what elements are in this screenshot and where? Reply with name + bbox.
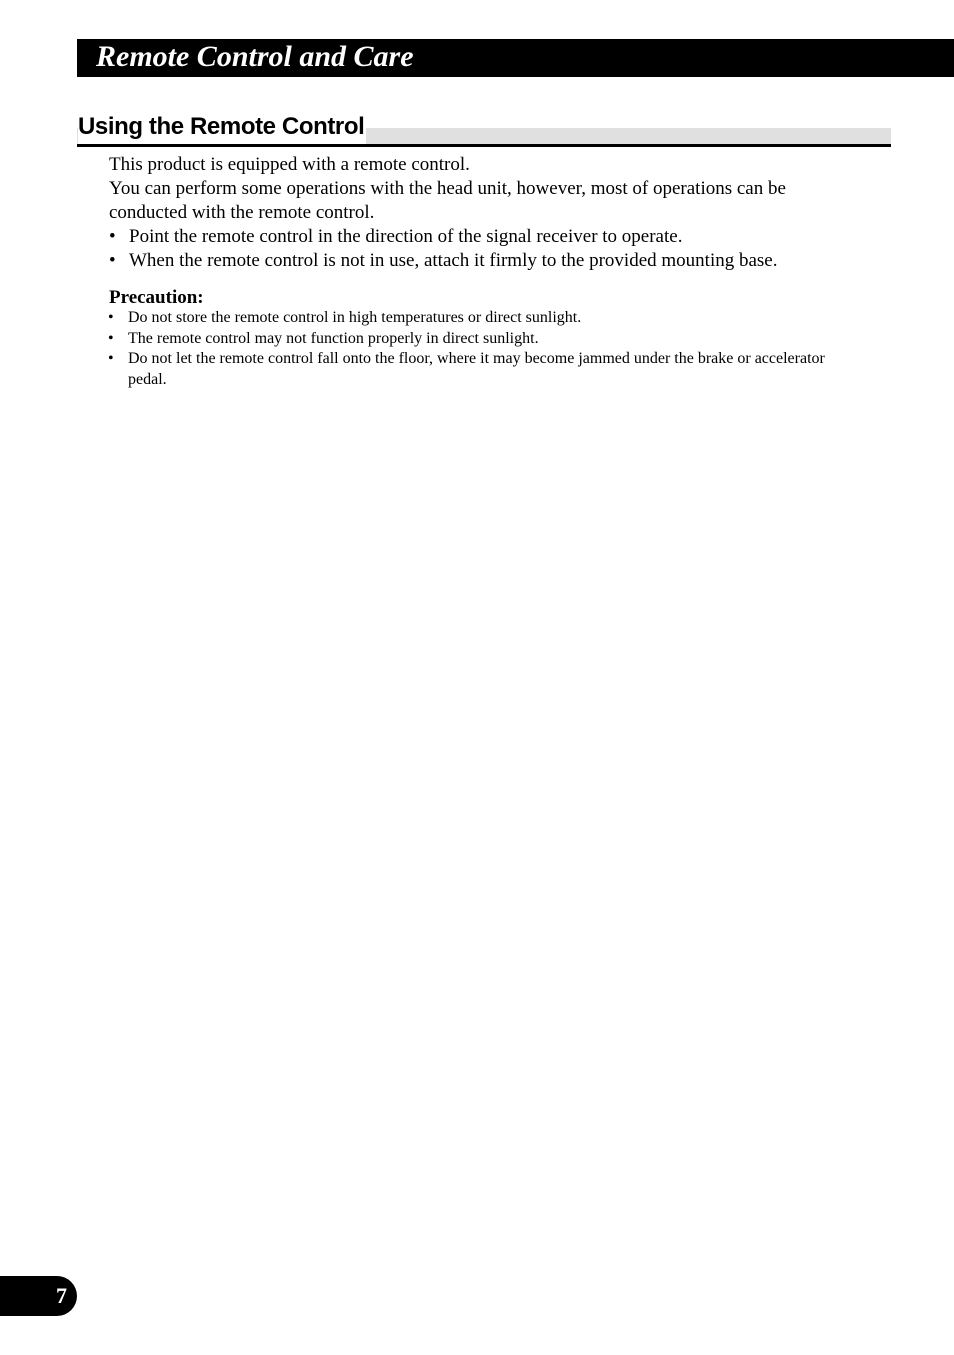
usage-bullet-list <box>109 225 859 273</box>
list-item <box>109 225 859 249</box>
bullet-icon: • <box>108 309 114 326</box>
precaution-block <box>109 287 859 390</box>
intro-line-2: You can perform some operations with the head unit, however, most of operations can be conducted with the remote control. <box>109 178 786 223</box>
chapter-title-bar <box>77 39 954 77</box>
page-number-tab <box>0 1276 77 1316</box>
list-item <box>108 349 859 390</box>
section-title: Using the Remote Control <box>78 110 366 144</box>
intro-block <box>109 153 859 273</box>
precaution-text: Do not let the remote control fall onto the floor, where it may become jammed under the brake or accelerator pedal. <box>128 350 825 388</box>
precaution-heading: Precaution: <box>109 287 204 308</box>
page-number: 7 <box>56 1283 67 1308</box>
section-heading <box>77 110 891 147</box>
bullet-icon: • <box>108 350 114 367</box>
section-heading-rule <box>77 144 891 147</box>
precaution-text: The remote control may not function properly in direct sunlight. <box>128 329 539 347</box>
precaution-list <box>108 308 859 390</box>
bullet-text: Point the remote control in the direction of the signal receiver to operate. <box>129 226 683 247</box>
bullet-text: When the remote control is not in use, attach it firmly to the provided mounting base. <box>129 250 778 271</box>
list-item <box>108 308 859 329</box>
list-item <box>109 249 859 273</box>
list-item <box>108 329 859 350</box>
bullet-icon: • <box>108 329 114 347</box>
bullet-icon: • <box>109 250 116 271</box>
intro-line-1: This product is equipped with a remote control. <box>109 154 470 175</box>
bullet-icon: • <box>109 226 116 247</box>
precaution-text: Do not store the remote control in high temperatures or direct sunlight. <box>128 309 582 326</box>
chapter-title: Remote Control and Care <box>96 40 414 73</box>
